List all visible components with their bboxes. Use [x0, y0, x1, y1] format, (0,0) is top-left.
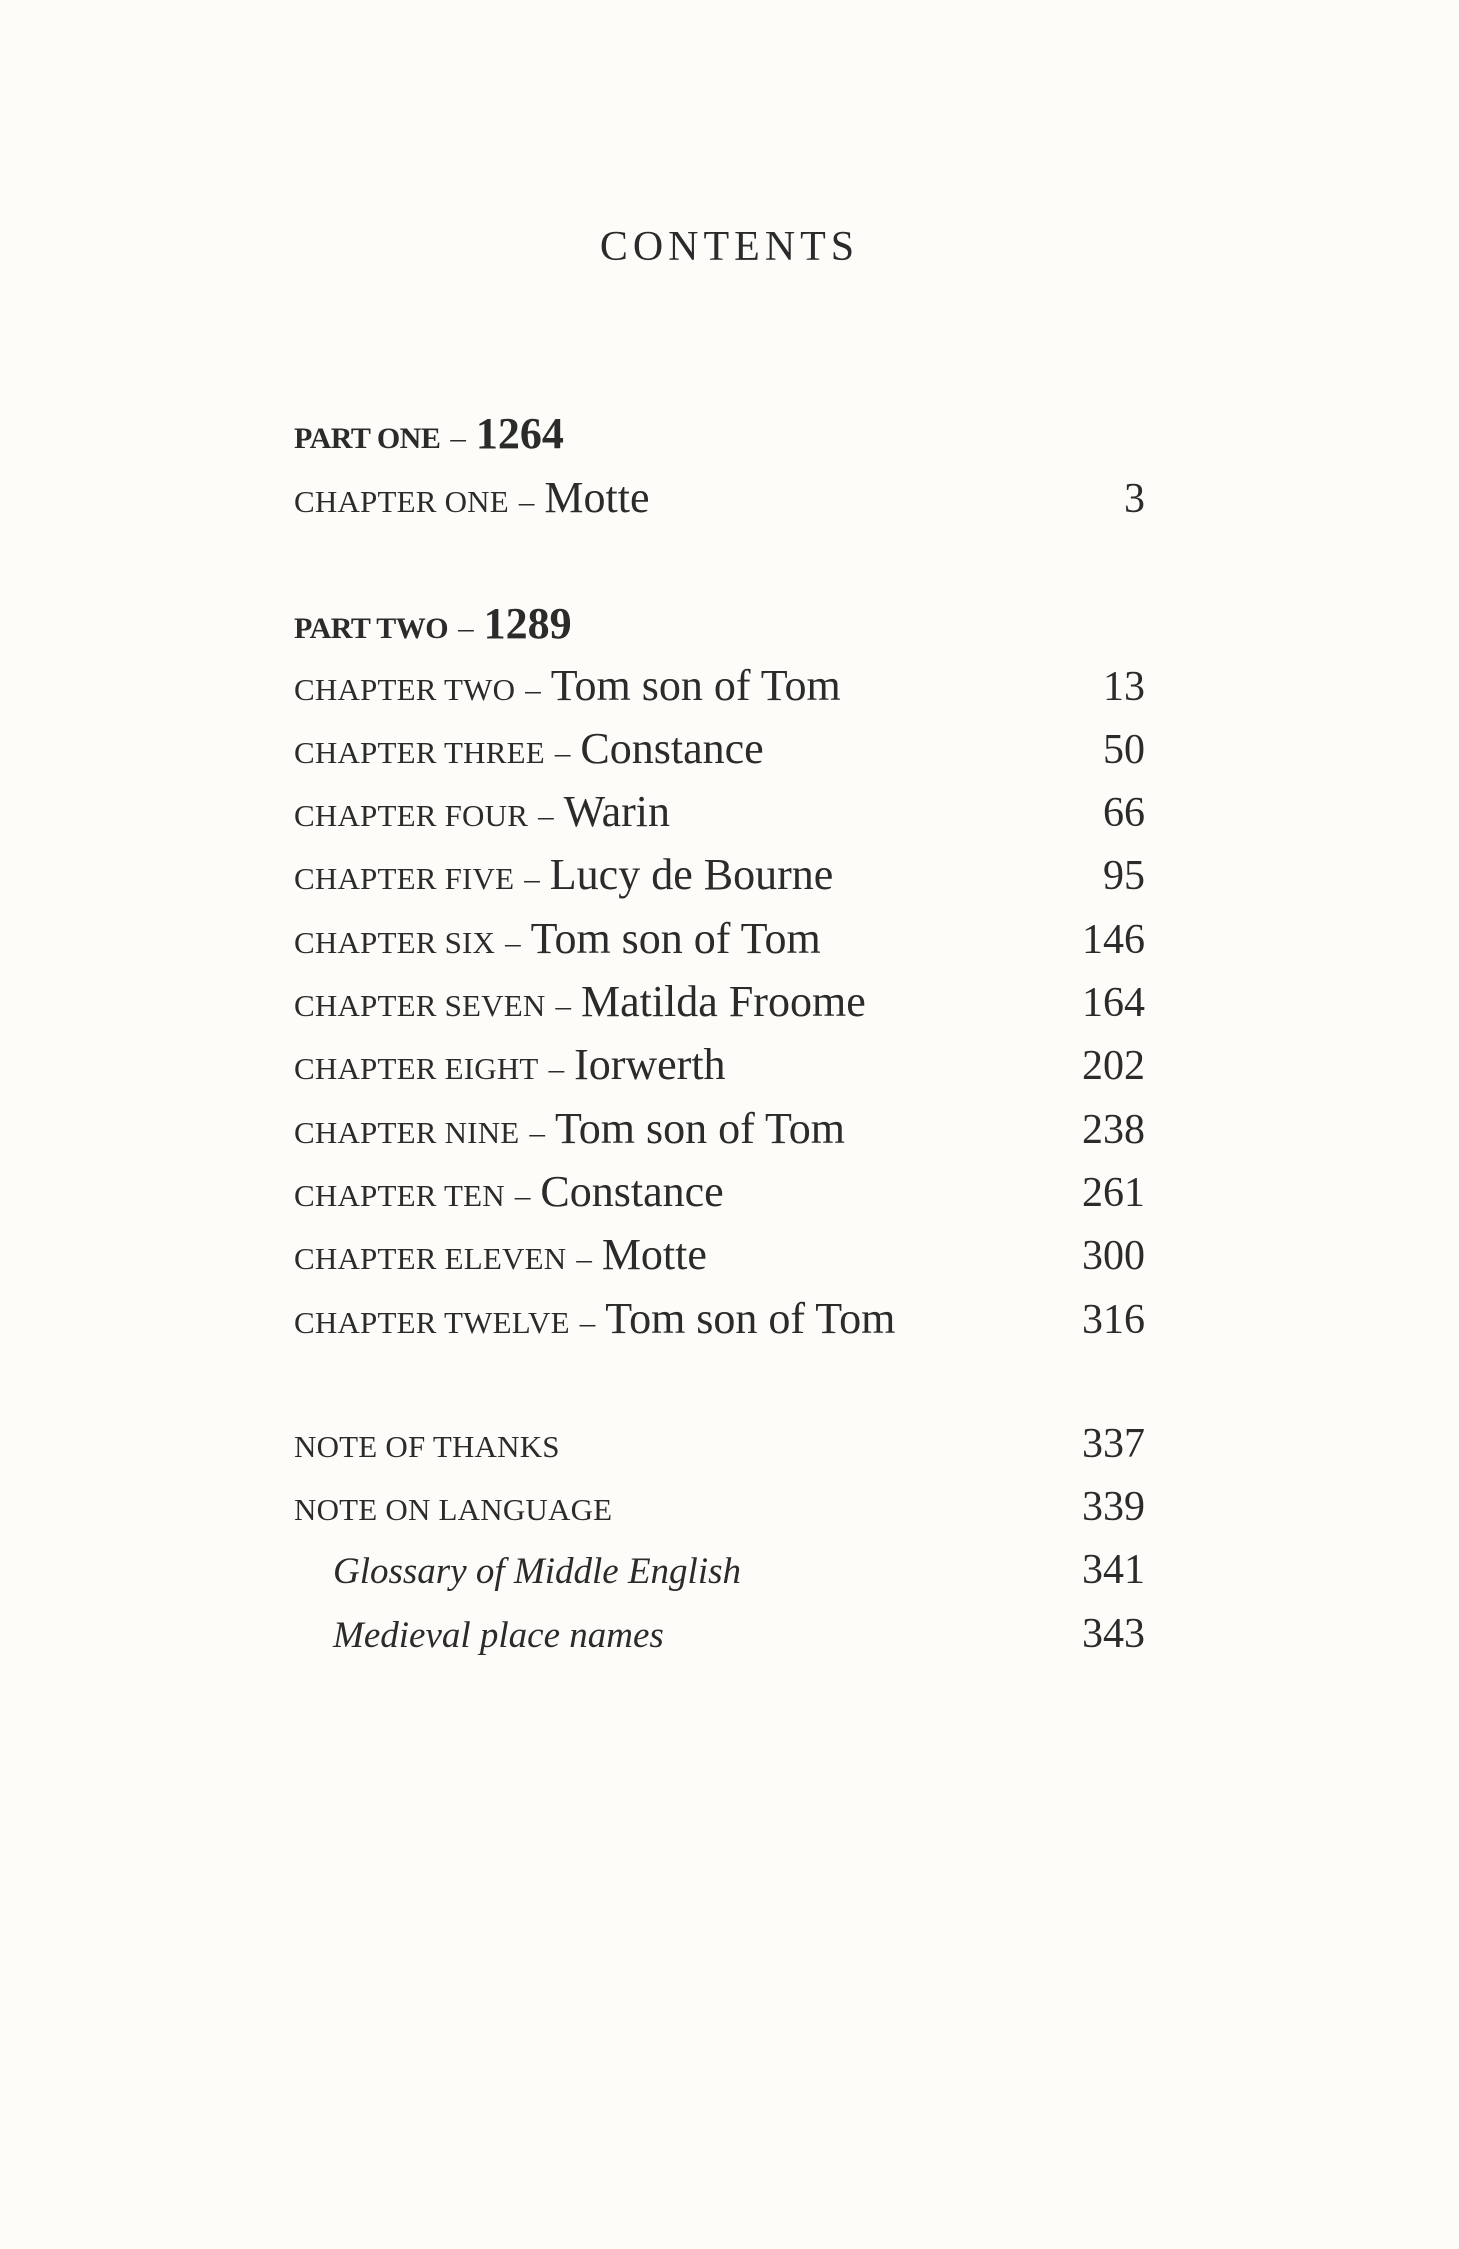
toc-entry[interactable]	[294, 1483, 1145, 1543]
toc-entry[interactable]	[294, 1166, 1145, 1226]
separator: –	[548, 1051, 565, 1086]
toc-entry[interactable]	[294, 1420, 1145, 1480]
separator: –	[576, 1241, 592, 1276]
chapter-label: CHAPTER SIX	[294, 925, 496, 960]
separator: –	[458, 610, 474, 645]
separator: –	[529, 1115, 545, 1150]
toc-entry[interactable]	[294, 1039, 1145, 1099]
chapter-name: Lucy de Bourne	[549, 850, 834, 899]
chapter-label: CHAPTER ELEVEN	[294, 1241, 567, 1276]
chapter-label: CHAPTER FOUR	[294, 798, 529, 833]
chapter-label: CHAPTER TWELVE	[294, 1305, 570, 1340]
toc-entry[interactable]	[294, 1229, 1145, 1289]
page-number: 337	[1082, 1421, 1145, 1467]
chapter-label: CHAPTER EIGHT	[294, 1051, 539, 1086]
toc-entry[interactable]	[294, 660, 1145, 720]
part-label: PART TWO	[294, 612, 449, 645]
separator: –	[554, 735, 571, 770]
page-number: 343	[1082, 1611, 1145, 1657]
separator: –	[524, 861, 540, 896]
page-number: 202	[1082, 1043, 1145, 1089]
chapter-name: Constance	[540, 1167, 724, 1216]
part-year: 1264	[475, 409, 564, 458]
chapter-name: Tom son of Tom	[550, 661, 841, 710]
page-number: 66	[1103, 790, 1145, 836]
chapter-name: Motte	[544, 473, 650, 522]
page-number: 238	[1082, 1107, 1145, 1153]
page-number: 146	[1082, 917, 1145, 963]
page-number: 300	[1082, 1233, 1145, 1279]
separator: –	[505, 925, 521, 960]
page-number: 261	[1082, 1170, 1145, 1216]
page-number: 13	[1103, 664, 1145, 710]
separator: –	[555, 988, 571, 1023]
chapter-name: Constance	[580, 724, 764, 773]
chapter-name: Tom son of Tom	[605, 1294, 896, 1343]
toc-entry[interactable]	[294, 1293, 1145, 1353]
separator: –	[538, 798, 554, 833]
toc-entry[interactable]	[294, 976, 1145, 1036]
chapter-label: CHAPTER SEVEN	[294, 988, 546, 1023]
separator: –	[525, 672, 541, 707]
chapter-name: Motte	[601, 1230, 707, 1279]
chapter-name: Tom son of Tom	[554, 1104, 845, 1153]
separator: –	[579, 1305, 596, 1340]
page-number: 339	[1082, 1484, 1145, 1530]
page-number: 50	[1103, 727, 1145, 773]
toc-sub-entry[interactable]	[294, 1610, 1145, 1670]
separator: –	[450, 420, 466, 455]
chapter-name: Matilda Froome	[580, 977, 866, 1026]
chapter-label: CHAPTER NINE	[294, 1115, 520, 1150]
chapter-label: CHAPTER FIVE	[294, 861, 515, 896]
chapter-label: CHAPTER THREE	[294, 735, 545, 770]
page-number: 341	[1082, 1547, 1145, 1593]
chapter-name: Tom son of Tom	[530, 914, 821, 963]
chapter-label: CHAPTER TEN	[294, 1178, 505, 1213]
page-number: 316	[1082, 1297, 1145, 1343]
separator: –	[514, 1178, 531, 1213]
chapter-label: CHAPTER TWO	[294, 672, 516, 707]
page-number: 3	[1124, 476, 1145, 522]
part-heading	[294, 598, 1145, 658]
sub-item-label: Glossary of Middle English	[333, 1551, 742, 1592]
chapter-name: Iorwerth	[574, 1040, 726, 1089]
toc-entry[interactable]	[294, 1103, 1145, 1163]
sub-item-label: Medieval place names	[333, 1615, 664, 1656]
part-year: 1289	[483, 599, 572, 648]
toc-entry[interactable]	[294, 786, 1145, 846]
separator: –	[518, 484, 535, 519]
chapter-label: CHAPTER ONE	[294, 484, 509, 519]
part-heading	[294, 408, 1145, 468]
toc-sub-entry[interactable]	[294, 1546, 1145, 1606]
toc-entry[interactable]	[294, 723, 1145, 783]
part-label: PART ONE	[294, 422, 441, 455]
page-number: 164	[1082, 980, 1145, 1026]
page-number: 95	[1103, 853, 1145, 899]
toc-entry[interactable]	[294, 849, 1145, 909]
back-matter-label: NOTE ON LANGUAGE	[294, 1492, 613, 1527]
toc-entry[interactable]	[294, 472, 1145, 532]
back-matter-label: NOTE OF THANKS	[294, 1429, 560, 1464]
contents-heading: CONTENTS	[599, 224, 860, 270]
toc-entry[interactable]	[294, 913, 1145, 973]
chapter-name: Warin	[563, 787, 671, 836]
